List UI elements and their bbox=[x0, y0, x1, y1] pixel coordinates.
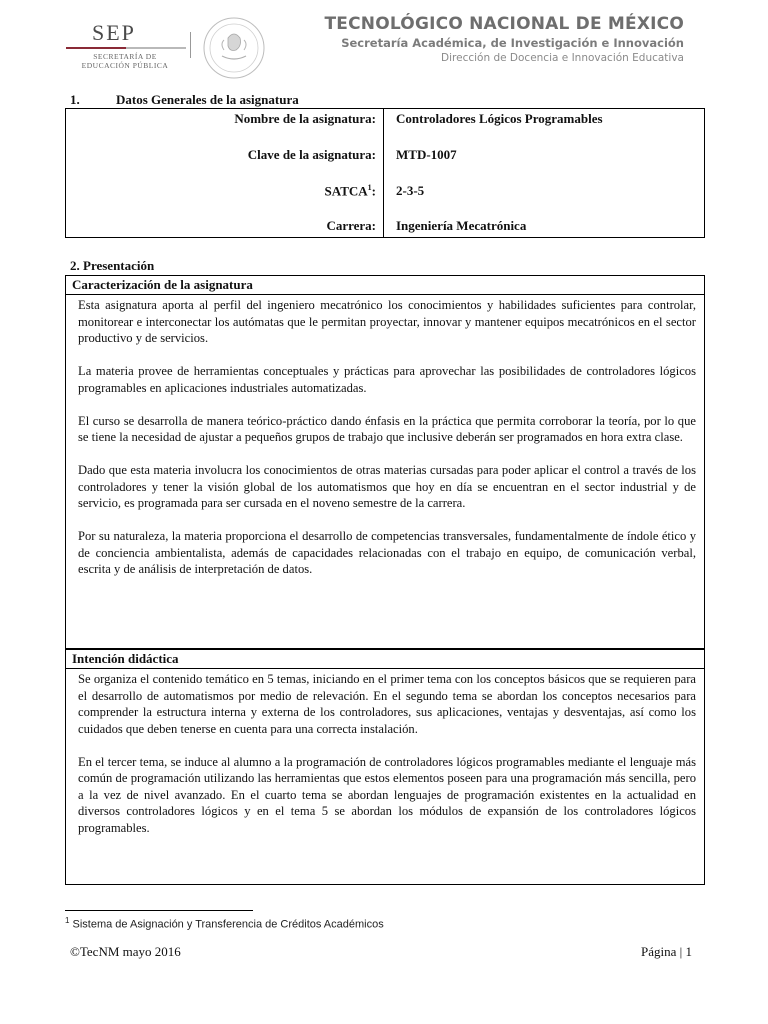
sep-logo-sub-line2: EDUCACIÓN PÚBLICA bbox=[81, 61, 169, 70]
footer-copyright: ©TecNM mayo 2016 bbox=[70, 944, 181, 959]
header-divider bbox=[190, 32, 191, 58]
national-seal-icon bbox=[202, 16, 266, 80]
satca-label-colon: : bbox=[371, 183, 376, 199]
row-label-name: Nombre de la asignatura: bbox=[234, 111, 376, 126]
section1-heading bbox=[70, 92, 299, 108]
satca-label-text: SATCA bbox=[324, 183, 368, 199]
footnote-marker: 1 bbox=[65, 916, 70, 925]
characterization-paragraph: La materia provee de herramientas conceptuales y prácticas para aprovechar las posibilidades de controladores lógicos programables en aplicaciones industriales automatizadas. bbox=[78, 364, 696, 395]
row-label-career: Carrera: bbox=[326, 218, 376, 233]
row-label-satca bbox=[325, 183, 376, 199]
characterization-box bbox=[65, 275, 705, 649]
characterization-paragraph: Por su naturaleza, la materia proporciona el desarrollo de competencias transversales, fundamentalmente de índole ético y de conciencia ambientalista, además de capacidades relacionadas con el trabajo en equipo, de comunicación verbal, escrita y de análisis de interpretación de datos. bbox=[78, 529, 696, 576]
section1-title: Datos Generales de la asignatura bbox=[116, 92, 299, 107]
row-value-key: MTD-1007 bbox=[396, 147, 457, 162]
sep-logo bbox=[60, 16, 190, 74]
sep-logo-word: SEP bbox=[92, 20, 136, 45]
page-header bbox=[0, 0, 768, 86]
didactic-intention-box bbox=[65, 649, 705, 885]
row-value-satca: 2-3-5 bbox=[396, 183, 425, 198]
footnote bbox=[65, 916, 384, 931]
satca-footnote-marker: 1 bbox=[367, 183, 372, 192]
sep-logo-rule-right bbox=[126, 47, 186, 49]
row-label-key: Clave de la asignatura: bbox=[247, 147, 376, 162]
footer-page-number: Página | 1 bbox=[641, 944, 692, 959]
general-data-table bbox=[65, 108, 705, 238]
didactic-intention-heading: Intención didáctica bbox=[66, 650, 704, 669]
institution-subtitle: Secretaría Académica, de Investigación e Innovación bbox=[341, 36, 684, 50]
institution-heading bbox=[325, 14, 684, 64]
footnote-text: Sistema de Asignación y Transferencia de Créditos Académicos bbox=[69, 918, 384, 931]
characterization-heading: Caracterización de la asignatura bbox=[66, 276, 704, 295]
characterization-paragraph: Dado que esta materia involucra los conocimientos de otras materias cursadas para poder aplicar el control a través de los controladores y tener la visión global de los automatismos que hoy en día se encuentran en el sector industrial y de servicio, es programada para ser cursada en el noveno semestre de la carrera. bbox=[78, 463, 696, 510]
institution-department: Dirección de Docencia e Innovación Educativa bbox=[441, 52, 684, 64]
characterization-paragraph: Esta asignatura aporta al perfil del ingeniero mecatrónico los conocimientos y habilidades suficientes para controlar, monitorear e interconectar los autómatas que le permitan proyectar, innovar y mantener equipos mecatrónicos en el sector productivo y de servicios. bbox=[78, 298, 696, 345]
sep-logo-subtitle bbox=[60, 52, 190, 70]
table-row-satca bbox=[66, 183, 704, 201]
section2-heading: 2. Presentación bbox=[70, 258, 155, 273]
table-row-key bbox=[66, 147, 704, 165]
characterization-body bbox=[66, 295, 704, 578]
institution-title: TECNOLÓGICO NACIONAL DE MÉXICO bbox=[324, 14, 684, 34]
footnote-rule bbox=[65, 910, 253, 911]
didactic-intention-paragraph: En el tercer tema, se induce al alumno a la programación de controladores lógicos programables mediante el lenguaje más común de programación utilizando las herramientas que estos elementos poseen para una programación más sencilla, pero a la vez de nivel avanzado. En el cuarto tema se abordan lenguajes de programación existentes en la actualidad en diversos controladores lógicos y en el tema 5 se abordan los módulos de expansión de los controladores lógicos programables. bbox=[78, 754, 696, 835]
section1-number: 1. bbox=[70, 92, 80, 107]
table-row-career bbox=[66, 218, 704, 236]
didactic-intention-body bbox=[66, 669, 704, 836]
characterization-paragraph: El curso se desarrolla de manera teórico-práctico dando énfasis en la práctica que permita corroborar la teoría, por lo que se tiene la necesidad de ajustar a pequeños grupos de trabajo que inclusive deberán ser programados en hora extra clase. bbox=[78, 413, 696, 444]
sep-logo-sub-line1: SECRETARÍA DE bbox=[93, 52, 157, 61]
sep-logo-rule-left bbox=[66, 47, 126, 49]
row-value-name: Controladores Lógicos Programables bbox=[396, 111, 603, 126]
didactic-intention-paragraph: Se organiza el contenido temático en 5 temas, iniciando en el primer tema con los conceptos básicos que se requieren para el desarrollo de automatismos por medio de relevación. En el segundo tema se abordan los conceptos necesarios para comprender la estructura interna y externa de los controladores, sus aplicaciones, ventajas y desventajas, así como los cuidados que deben tenerse en cuenta para una correcta instalación. bbox=[78, 672, 696, 736]
table-row-name bbox=[66, 111, 704, 129]
row-value-career: Ingeniería Mecatrónica bbox=[396, 218, 527, 233]
